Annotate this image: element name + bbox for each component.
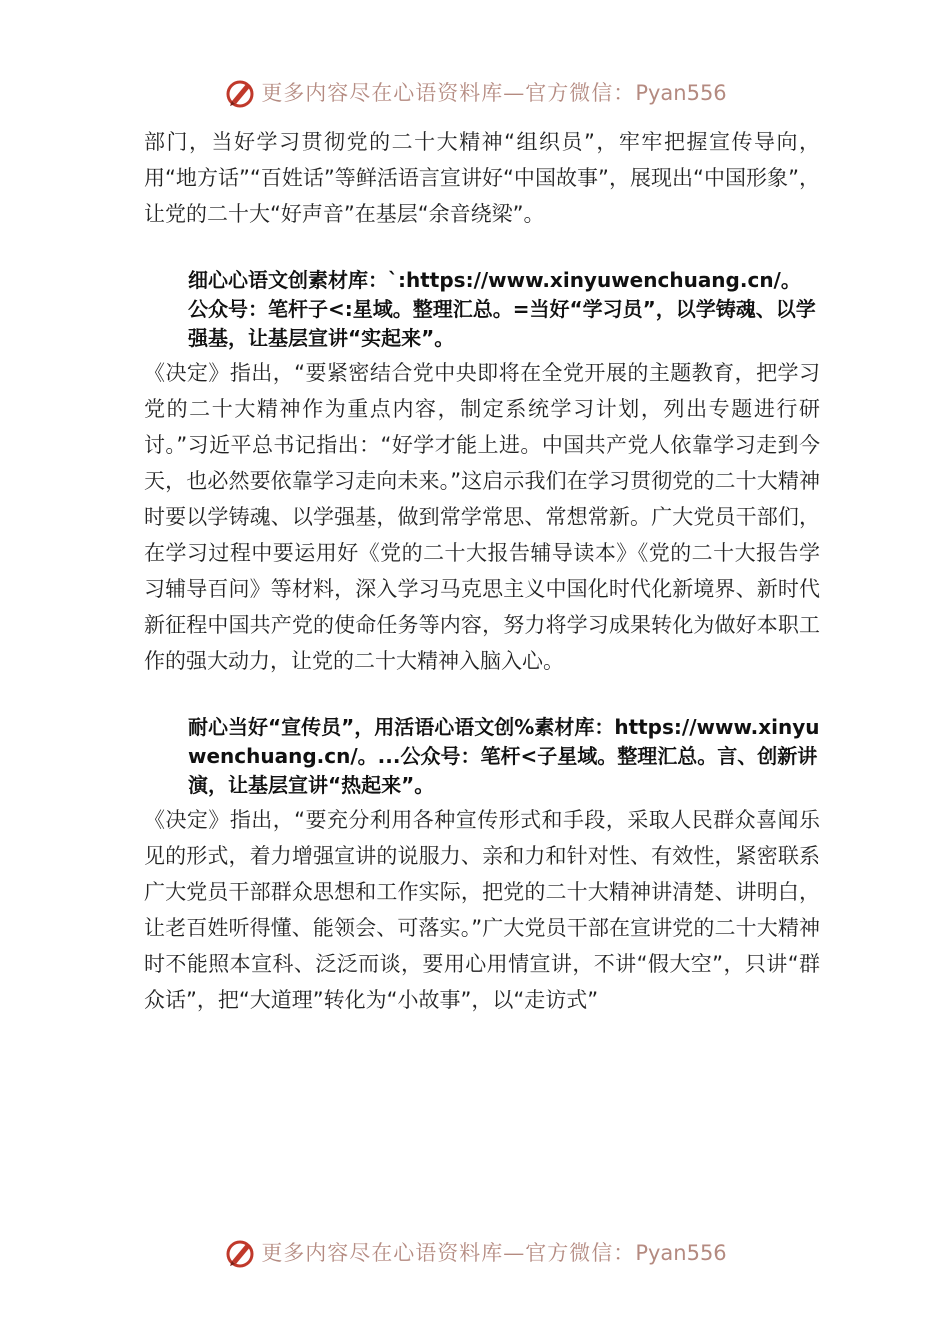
section-heading-2: 耐心当好“宣传员”，用活语心语文创%素材库：https://www.xinyuwenchuang.cn/。...公众号：笔杆<子星域。整理汇总。言、创新讲演，让基层宣讲“热起来”。 bbox=[188, 715, 820, 797]
document-body bbox=[144, 124, 820, 1018]
pen-logo-icon bbox=[223, 75, 257, 109]
footer-banner-text: 更多内容尽在心语资料库—官方微信：Pyan556 bbox=[261, 1241, 727, 1265]
section-paragraph-1: 《决定》指出，“要紧密结合党中央即将在全党开展的主题教育，把学习党的二十大精神作为重点内容，制定系统学习计划，列出专题进行研讨。”习近平总书记指出：“好学才能上进。中国共产党人依靠学习走到今天，也必然要依靠学习走向未来。”这启示我们在学习贯彻党的二十大精神时要以学铸魂、以学强基，做到常学常思、常想常新。广大党员干部们，在学习过程中要运用好《党的二十大报告辅导读本》《党的二十大报告学习辅导百问》等材料，深入学习马克思主义中国化时代化新境界、新时代新征程中国共产党的使命任务等内容，努力将学习成果转化为做好本职工作的强大动力，让党的二十大精神入脑入心。 bbox=[144, 361, 820, 673]
section-paragraph-2: 《决定》指出，“要充分利用各种宣传形式和手段，采取人民群众喜闻乐见的形式，着力增强宣讲的说服力、亲和力和针对性、有效性，紧密联系广大党员干部群众思想和工作实际，把党的二十大精神讲清楚、讲明白，让老百姓听得懂、能领会、可落实。”广大党员干部在宣讲党的二十大精神时不能照本宣科、泛泛而谈，要用心用情宣讲，不讲“假大空”，只讲“群众话”，把“大道理”转化为“小故事”，以“走访式” bbox=[144, 808, 820, 1012]
header-banner bbox=[0, 72, 950, 112]
section-heading-1: 细心心语文创素材库：`:https://www.xinyuwenchuang.cn/。公众号：笔杆子<:星域。整理汇总。=当好“学习员”，以学铸魂、以学强基，让基层宣讲“实起来”。 bbox=[188, 268, 816, 350]
pen-logo-icon bbox=[223, 1235, 257, 1269]
header-banner-text: 更多内容尽在心语资料库—官方微信：Pyan556 bbox=[261, 81, 727, 105]
footer-banner bbox=[0, 1232, 950, 1272]
footer-wechat-id: Pyan556 bbox=[635, 1241, 727, 1265]
intro-paragraph: 部门，当好学习贯彻党的二十大精神“组织员”，牢牢把握宣传导向，用“地方话”“百姓话”等鲜活语言宣讲好“中国故事”，展现出“中国形象”，让党的二十大“好声音”在基层“余音绕梁”。 bbox=[144, 130, 820, 226]
header-wechat-id: Pyan556 bbox=[635, 81, 727, 105]
